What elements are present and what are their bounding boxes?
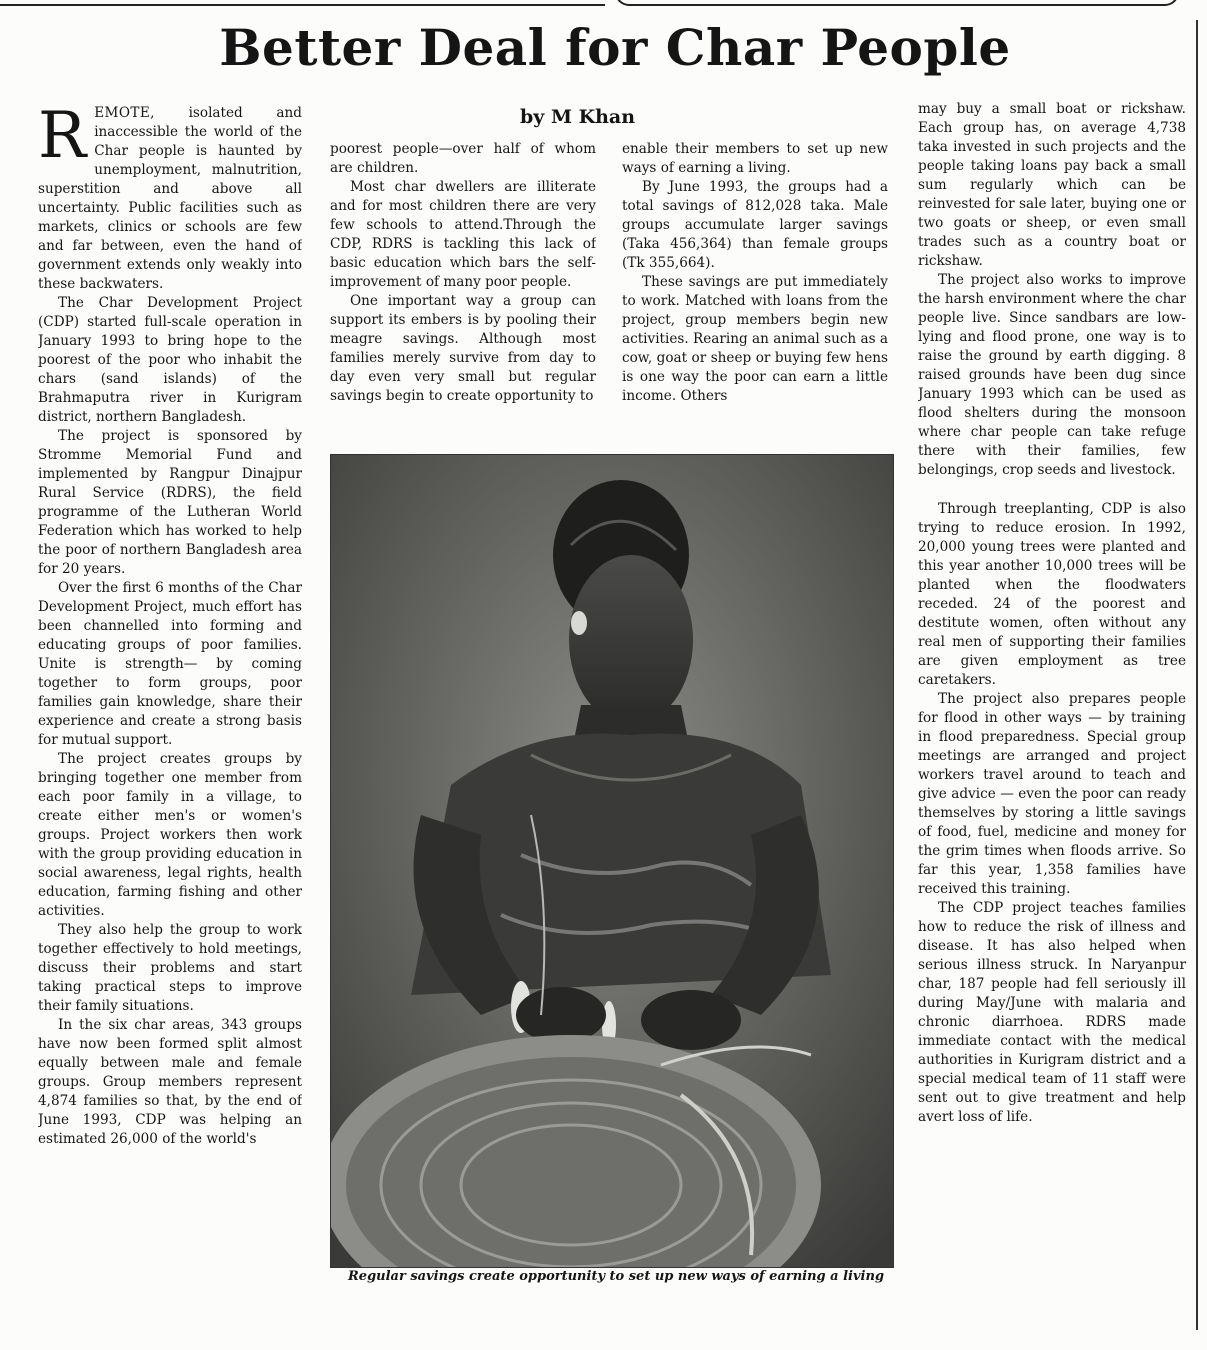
paragraph: The project also prepares people for flood in other ways — by training in flood preparedness. Special group meetings are arranged and project workers travel around to teach and give advice — even the poor can ready themselves by storing a little savings of food, fuel, medicine and money for the grim times when floods arrive. So far this year, 1,358 families have received this training.	[918, 691, 1186, 897]
paragraph: They also help the group to work together effectively to hold meetings, discuss their problems and start taking practical steps to improve their family situations.	[38, 922, 302, 1014]
paragraph: enable their members to set up new ways of earning a living.	[622, 141, 888, 176]
paragraph: Over the first 6 months of the Char Development Project, much effort has been channelled into forming and educating groups of poor families. Unite is strength— by coming together to form groups, poor families gain knowledge, share their experience and create a strong basis for mutual support.	[38, 580, 302, 748]
lead-text: isolated and inaccessible the world of the Char people is haunted by unemployment, malnutrition, superstition and above all uncertainty. Public facilities such as markets, clinics or schools are few and far between, even the hand of government extends only weakly into these backwaters.	[38, 105, 302, 292]
paragraph: Most char dwellers are illiterate and for most children there are very few schools to attend.Through the CDP, RDRS is tackling this lack of basic education which bars the self-improvement of many poor people.	[330, 179, 596, 290]
paragraph: The project also works to improve the harsh environment where the char people live. Since sandbars are low-lying and flood prone, one way is to raise the ground by earth digging. 8 raised grounds have been dug since January 1993 which can be used as flood shelters during the monsoon where char people can take refuge there with their families, few belongings, crop seeds and livestock.	[918, 272, 1186, 478]
paragraph: The CDP project teaches families how to reduce the risk of illness and disease. It has also helped when serious illness struck. In Naryanpur char, 187 people had fell seriously ill during May/June with malaria and chronic diarrhoea. RDRS made immediate contact with the medical authorities in Kurigram district and a special medical team of 11 staff were sent out to give treatment and help avert loss of life.	[918, 900, 1186, 1125]
paragraph: By June 1993, the groups had a total savings of 812,028 taka. Male groups accumulate larger savings (Taka 456,364) than female groups (Tk 355,664).	[622, 179, 888, 271]
top-rule-right	[615, 0, 1179, 6]
column-4	[918, 100, 1186, 1320]
headline: Better Deal for Char People	[219, 18, 1011, 77]
paragraph: The Char Development Project (CDP) started full-scale operation in January 1993 to bring hope to the poorest of the poor who inhabit the chars (sand islands) of the Brahmaputra river in Kurigram district, northern Bangladesh.	[38, 295, 302, 425]
right-column-rule	[1196, 20, 1198, 1330]
paragraph: One important way a group can support its embers is by pooling their meagre savings. Although most families merely survive from day to day even very small but regular savings begin to create opportunity to	[330, 293, 596, 404]
article-photo	[330, 454, 894, 1268]
paragraph: poorest people—over half of whom are children.	[330, 141, 596, 176]
lead-caps: EMOTE,	[94, 105, 155, 121]
column-2	[330, 140, 596, 450]
paragraph-gap	[918, 480, 1186, 500]
paragraph: may buy a small boat or rickshaw. Each group has, on average 4,738 taka invested in such projects and the people taking loans pay back a small sum regularly which can be reinvested for sale later, buying one or two goats or sheep, or even small trades such as a country boat or rickshaw.	[918, 101, 1186, 269]
paragraph: Through treeplanting, CDP is also trying to reduce erosion. In 1992, 20,000 young trees were planted and this year another 10,000 trees will be planted when the floodwaters receded. 24 of the poorest and destitute women, often without any real men of supporting their families are given employment as tree caretakers.	[918, 501, 1186, 688]
paragraph: These savings are put immediately to work. Matched with loans from the project, group members begin new activities. Rearing an animal such as a cow, goat or sheep or buying few hens is one way the poor can earn a little income. Others	[622, 274, 888, 404]
paragraph: In the six char areas, 343 groups have now been formed split almost equally between male and female groups. Group members represent 4,874 families so that, by the end of June 1993, CDP was helping an estimated 26,000 of the world's	[38, 1017, 302, 1147]
paragraph: The project is sponsored by Stromme Memorial Fund and implemented by Rangpur Dinajpur Rural Service (RDRS), the field programme of the Lutheran World Federation which has worked to help the poor of northern Bangladesh area for 20 years.	[38, 428, 302, 577]
photo-caption: Regular savings create opportunity to set up new ways of earning a living	[348, 1269, 885, 1284]
photo-woman-weaving-basket	[331, 455, 893, 1267]
byline: by M Khan	[520, 106, 636, 128]
top-rule-left	[0, 0, 605, 6]
paragraph: The project creates groups by bringing together one member from each poor family in a village, to create either men's or women's groups. Project workers then work with the group providing education in social awareness, legal rights, health education, farming fishing and other activities.	[38, 751, 302, 919]
drop-cap: R	[38, 104, 87, 173]
column-3	[622, 140, 888, 450]
lead-paragraph	[38, 104, 302, 294]
column-1	[38, 104, 302, 1320]
